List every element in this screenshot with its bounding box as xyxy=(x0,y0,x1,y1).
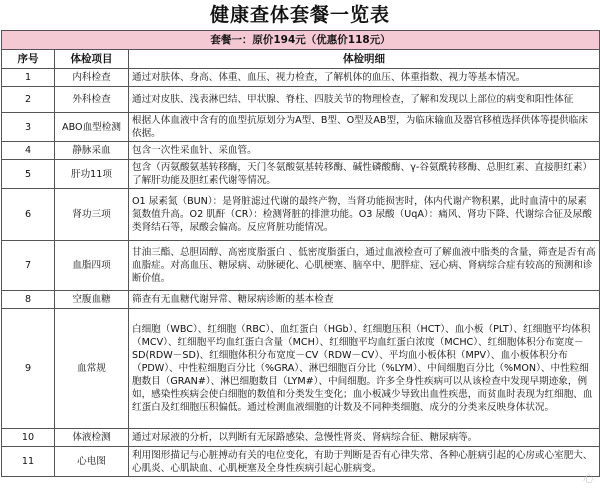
row-item: 空腹血糖 xyxy=(55,291,129,309)
row-detail: 通过对皮肤、浅表淋巴结、甲状腺、脊柱、四肢关节的物理检查，了解和发现以上部位的病变和阳性体征 xyxy=(129,87,600,113)
table-row xyxy=(2,447,600,477)
header-detail: 体检明细 xyxy=(129,50,600,69)
row-item: 血常规 xyxy=(55,309,129,429)
row-item: 内科检查 xyxy=(55,69,129,87)
row-item: 外科检查 xyxy=(55,87,129,113)
row-item: 肾功三项 xyxy=(55,189,129,241)
row-item: ABO血型检测 xyxy=(55,113,129,142)
table-row xyxy=(2,291,600,309)
row-number: 6 xyxy=(2,189,55,241)
row-number: 10 xyxy=(2,429,55,447)
header-row xyxy=(2,50,600,69)
header-item: 体检项目 xyxy=(55,50,129,69)
row-number: 3 xyxy=(2,113,55,142)
row-number: 9 xyxy=(2,309,55,429)
row-detail: O1 尿素氮（BUN）：是肾脏滤过代谢的最终产物，当肾功能损害时，体内代谢产物积累，此时血清中的尿素氮数值升高。O2 肌酐（CR）：检测肾脏的排泄功能。O3 尿酸（UqA）：痛风、肾功下降、代谢综合征及尿酸类肾结石等，尿酸会偏高。反应肾脏功能情况。 xyxy=(129,189,600,241)
table-row xyxy=(2,160,600,189)
row-number: 5 xyxy=(2,160,55,189)
table-row xyxy=(2,189,600,241)
table-row xyxy=(2,87,600,113)
row-number: 7 xyxy=(2,241,55,291)
table-row xyxy=(2,309,600,429)
row-number: 2 xyxy=(2,87,55,113)
row-detail: 利用图形描记与心脏搏动有关的电位变化，有助于判断是否有心律失常、各种心脏病引起的心房或心室肥大、心肌炎、心肌缺血、心肌梗塞及全身性疾病引起心脏病变。 xyxy=(129,447,600,477)
row-item: 静脉采血 xyxy=(55,142,129,160)
row-number: 8 xyxy=(2,291,55,309)
table-row xyxy=(2,69,600,87)
row-detail: 根据人体血液中含有的血型抗原划分为A型、B型、O型及AB型，为临床输血及器官移植选择供体等提供临床依据。 xyxy=(129,113,600,142)
table-row xyxy=(2,113,600,142)
row-number: 4 xyxy=(2,142,55,160)
row-item: 心电图 xyxy=(55,447,129,477)
row-detail: 通过对肤体、身高、体重、血压、视力检查，了解机体的血压、体重指数、视力等基本情况。 xyxy=(129,69,600,87)
row-item: 肝功11项 xyxy=(55,160,129,189)
package-row xyxy=(2,31,600,50)
table-row xyxy=(2,429,600,447)
table-row xyxy=(2,142,600,160)
row-detail: 通过对尿液的分析，以判断有无尿路感染、急慢性肾炎、肾病综合征、糖尿病等。 xyxy=(129,429,600,447)
header-no: 序号 xyxy=(2,50,55,69)
row-detail: 白细胞（WBC）、红细胞（RBC）、血红蛋白（HGb）、红细胞压积（HCT）、血小板（PLT）、红细胞平均体积（MCV）、红细胞平均血红蛋白含量（MCH）、红细胞平均血红蛋白浓度（MCHC）、红细胞体积分布宽度－SD(RDW－SD)、红细胞体积分布宽度－CV（RDW－CV）、平均血小板体积（MPV）、血小板体积分布（PDW）、中性粒细胞百分比（%GRA）、淋巴细胞百分比（%LYM）、中间细胞百分比（%MON）、中性粒细胞数目（GRAN#）、淋巴细胞数目（LYM#）、中间细胞。许多全身性疾病可以从该检查中发现早期迹象，例如，感染性疾病会使白细胞的数值和分类发生变化；血小板减少导致出血性疾患，而贫血时表现为红细胞、血红蛋白及红细胞压积偏低。通过检测血液细胞的计数及不同种类细胞、成分的分类来反映身体状况。 xyxy=(129,309,600,429)
row-item: 血脂四项 xyxy=(55,241,129,291)
row-item: 体液检测 xyxy=(55,429,129,447)
row-detail: 甘油三酯、总胆固醇、高密度脂蛋白 、低密度脂蛋白，通过血液检查可了解血液中脂类的含量，筛查是否有高血脂症。对高血压、糖尿病、动脉硬化、心肌梗塞、脑卒中、肥胖症、冠心病、肾病综合症有较高的预测和诊断价值。 xyxy=(129,241,600,291)
page-title: 健康查体套餐一览表 xyxy=(209,4,390,26)
row-number: 11 xyxy=(2,447,55,477)
row-detail: 包含一次性采血针、采血管。 xyxy=(129,142,600,160)
row-number: 1 xyxy=(2,69,55,87)
package-label: 套餐一：原价194元（优惠价118元） xyxy=(2,31,600,50)
watermark: 心 xyxy=(583,472,594,485)
table-row xyxy=(2,241,600,291)
table-body xyxy=(2,69,600,477)
package-table xyxy=(1,30,600,477)
row-detail: 包含（丙氨酸氨基转移酶，天门冬氨酸氨基转移酶、碱性磷酸酶、γ-谷氨酰转移酶、总胆红素、直接胆红素）了解肝功能及胆红素代谢等情况。 xyxy=(129,160,600,189)
row-detail: 筛查有无血糖代谢异常、糖尿病诊断的基本检查 xyxy=(129,291,600,309)
